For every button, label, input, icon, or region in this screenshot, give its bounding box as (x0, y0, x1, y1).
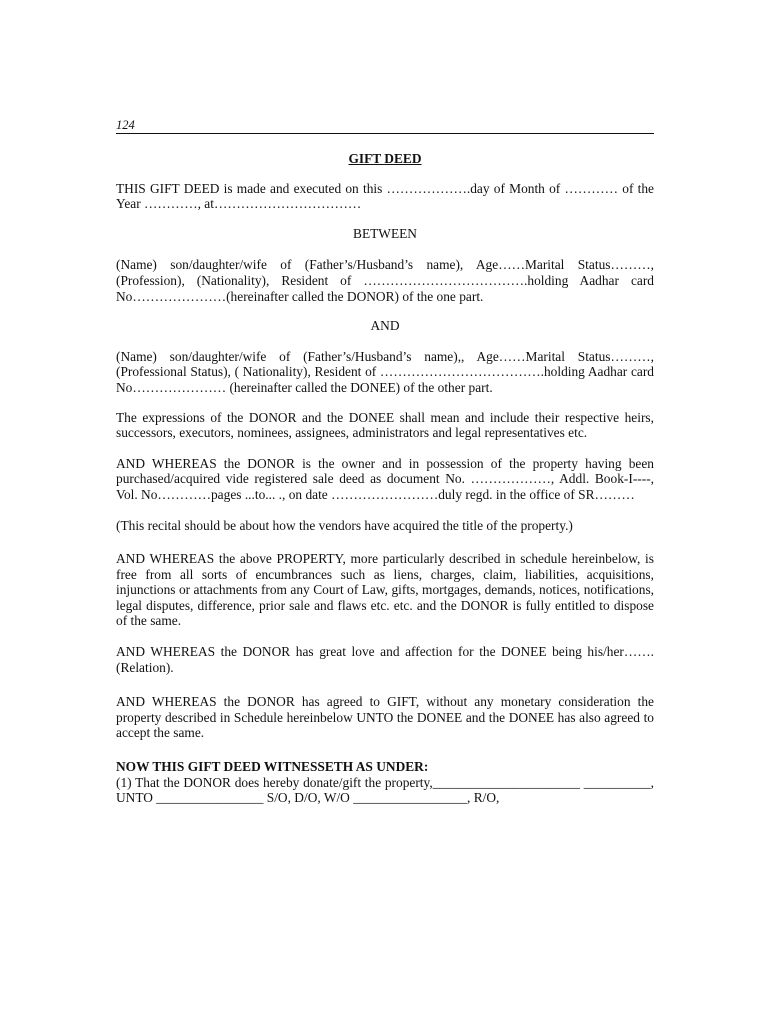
gift-deed-page (116, 118, 654, 806)
donor-party-paragraph: (Name) son/daughter/wife of (Father’s/Husband’s name), Age……Marital Status………, (Profession), (Nationality), Resident of ……………………………….holding Aadhar card No…………………(hereinafter called the DONOR) of the one part. (116, 257, 654, 304)
between-heading: BETWEEN (353, 225, 417, 241)
clause-1-paragraph: (1) That the DONOR does hereby donate/gift the property,______________________ __________, UNTO ________________ S/O, D/O, W/O _________________, R/O, (116, 774, 654, 806)
header-rule (116, 133, 654, 134)
whereas-agreed-paragraph: AND WHEREAS the DONOR has agreed to GIFT, without any monetary consideration the property described in Schedule hereinbelow UNTO the DONEE and the DONEE has also agreed to accept the same. (116, 694, 654, 741)
donee-party-paragraph: (Name) son/daughter/wife of (Father’s/Husband’s name),, Age……Marital Status………, (Professional Status), ( Nationality), Resident of ……………………………….holding Aadhar card No………………… (hereinafter called the DONEE) of the other part. (116, 348, 654, 395)
document-title: GIFT DEED (348, 151, 422, 166)
witnesseth-heading: NOW THIS GIFT DEED WITNESSETH AS UNDER: (116, 759, 429, 775)
intro-paragraph: THIS GIFT DEED is made and executed on this ……………….day of Month of ………… of the Year …………, at…………………………… (116, 180, 654, 212)
page-number: 124 (116, 118, 135, 132)
expressions-paragraph: The expressions of the DONOR and the DONEE shall mean and include their respective heirs, successors, executors, nominees, assignees, administrators and legal representatives etc. (116, 409, 654, 441)
and-heading: AND (370, 318, 400, 334)
whereas-owner-paragraph: AND WHEREAS the DONOR is the owner and in possession of the property having been purchased/acquired vide registered sale deed as document No. ………………, Addl. Book-I----, Vol. No…………pages ...to... ., on date ……………………duly regd. in the office of SR……… (116, 455, 654, 502)
whereas-property-paragraph: AND WHEREAS the above PROPERTY, more particularly described in schedule hereinbelow, is free from all sorts of encumbrances such as liens, charges, claim, liabilities, acquisitions, injunctions or attachments from any Court of Law, gifts, mortgages, demands, notices, notifications, legal disputes, difference, prior sale and flaws etc. etc. and the DONOR is fully entitled to dispose of the same. (116, 551, 654, 629)
recital-note: (This recital should be about how the vendors have acquired the title of the property.) (116, 517, 573, 533)
whereas-love-paragraph: AND WHEREAS the DONOR has great love and affection for the DONEE being his/her…….(Relation). (116, 644, 654, 675)
